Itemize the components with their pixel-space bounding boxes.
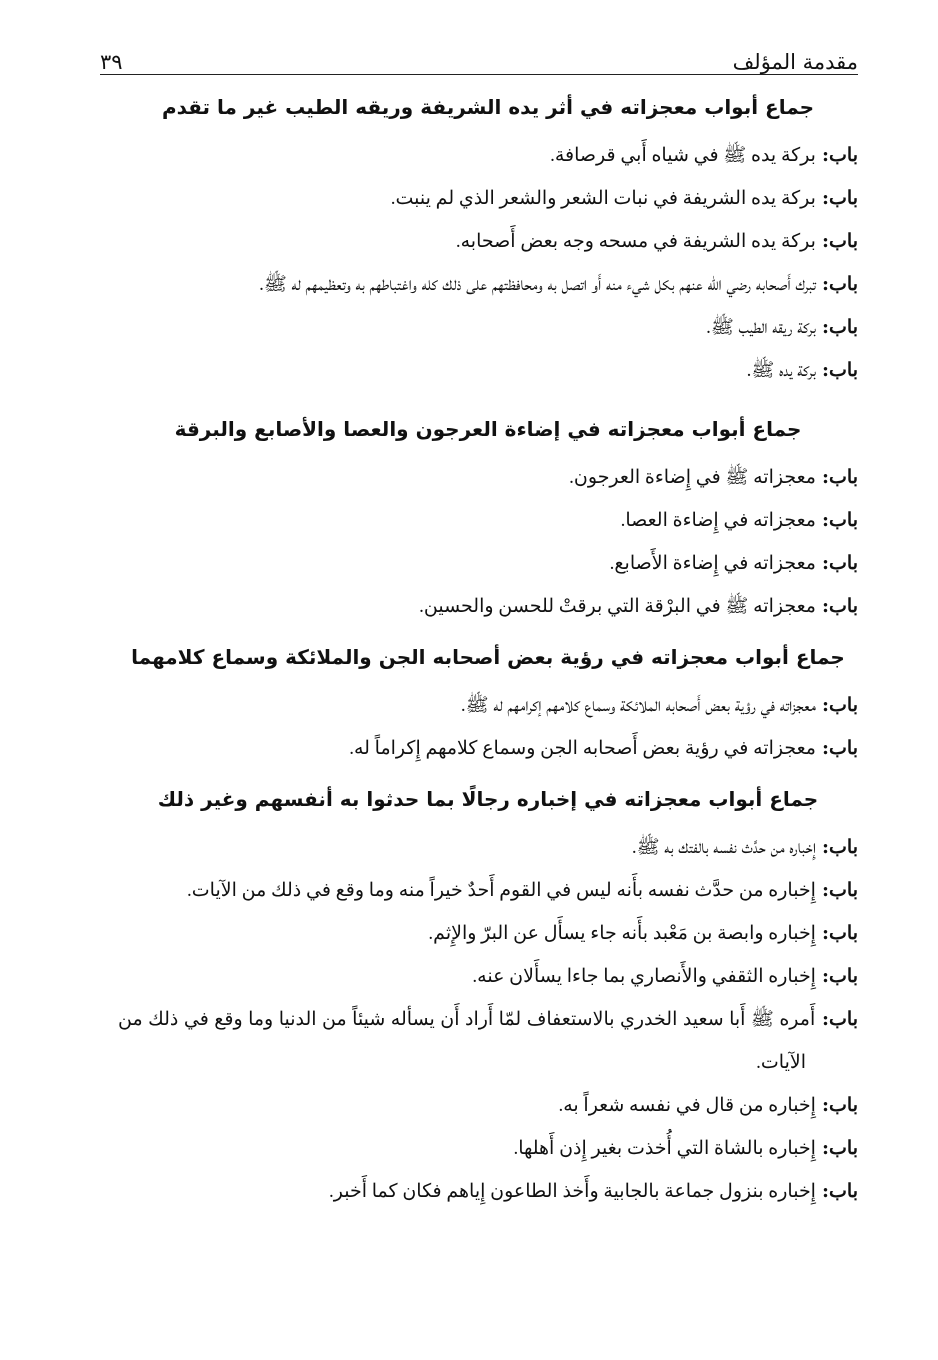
list-item	[118, 499, 858, 542]
entry-label: باب:	[822, 965, 858, 987]
entry-text: بركة يده ﷺ.	[746, 360, 816, 381]
running-title: مقدمة المؤلف	[732, 50, 858, 74]
entry-text: معجزاته ﷺ في البرْقة التي برقتْ للحسن والحسين.	[419, 596, 816, 617]
entry-text: بركة يده الشريفة في نبات الشعر والشعر الذي لم ينبت.	[390, 188, 816, 209]
entry-label: باب:	[822, 187, 858, 209]
entry-text: معجزاته في إِضاءة العصا.	[620, 510, 816, 531]
entry-label: باب:	[822, 879, 858, 901]
entry-label: باب:	[822, 359, 858, 381]
list-item	[118, 306, 858, 349]
entry-label: باب:	[822, 737, 858, 759]
entry-text: بركة ريقه الطيب ﷺ.	[706, 317, 816, 338]
running-header	[100, 38, 858, 74]
entry-text: معجزاته في رؤية بعض أَصحابه الملائكة وسماع كلامهم إكرامهم له ﷺ.	[460, 695, 816, 716]
page-body	[118, 82, 858, 1213]
entry-text: بركة يده ﷺ في شياه أَبي قرصافة.	[550, 145, 816, 166]
entry-text: أَمره ﷺ أَبا سعيد الخدري بالاستعفاف لمّا أَراد أَن يسأله شيئاً من الدنيا وما وقع في ذلك من الآيات.	[118, 1009, 816, 1073]
page-number: ٣٩	[100, 50, 123, 74]
entry-text: بركة يده الشريفة في مسحه وجه بعض أَصحابه.	[455, 231, 816, 252]
entry-label: باب:	[822, 1094, 858, 1116]
entry-label: باب:	[822, 1180, 858, 1202]
header-rule	[100, 74, 858, 75]
entry-label: باب:	[822, 144, 858, 166]
entry-text: تبرك أَصحابه رضي الله عنهم بكل شيء منه أَو اتصل به ومحافظتهم على ذلك كله واغتباطهم به وتعظيمهم له ﷺ.	[259, 274, 816, 295]
entry-text: إِخباره من حدَّث نفسه بأَنه ليس في القوم أَحدٌ خيراً منه وما وقع في ذلك من الآيات.	[187, 880, 816, 901]
entry-label: باب:	[822, 1137, 858, 1159]
list-item	[118, 684, 858, 727]
list-item	[118, 955, 858, 998]
entry-label: باب:	[822, 230, 858, 252]
entry-text: معجزاته في إِضاءة الأَصابع.	[609, 553, 816, 574]
list-item	[118, 998, 858, 1084]
entry-text: معجزاته في رؤية بعض أَصحابه الجن وسماع كلامهم إِكراماً له.	[349, 738, 816, 759]
entry-text: إِخباره بالشاة التي أُخذت بغير إِذن أَهلها.	[513, 1138, 816, 1159]
entry-text: إِخباره من قال في نفسه شعراً به.	[558, 1095, 816, 1116]
list-item	[118, 826, 858, 869]
entry-label: باب:	[822, 836, 858, 858]
list-item	[118, 585, 858, 628]
list-item	[118, 912, 858, 955]
list-item	[118, 220, 858, 263]
list-item	[118, 177, 858, 220]
list-item	[118, 134, 858, 177]
entry-text: إِخباره من حدَّث نفسه بالفتك به ﷺ.	[631, 837, 816, 858]
list-item	[118, 263, 858, 306]
entry-label: باب:	[822, 922, 858, 944]
section-title: جماع أبواب معجزاته في رؤية بعض أصحابه الجن والملائكة وسماع كلامهما	[131, 645, 845, 669]
entry-text: إِخباره بنزول جماعة بالجابية وأَخذ الطاعون إِياهم فكان كما أَخبر.	[329, 1181, 816, 1202]
list-item	[118, 456, 858, 499]
list-item	[118, 1170, 858, 1213]
section-title: جماع أبواب معجزاته في إضاءة العرجون والعصا والأصابع والبرقة	[174, 417, 802, 441]
section-title: جماع أبواب معجزاته في أثر يده الشريفة وريقه الطيب غير ما تقدم	[161, 95, 815, 119]
entry-text: معجزاته ﷺ في إِضاءة العرجون.	[569, 467, 816, 488]
entry-label: باب:	[822, 316, 858, 338]
list-item	[118, 349, 858, 392]
entry-label: باب:	[822, 273, 858, 295]
list-item	[118, 727, 858, 770]
list-item	[118, 542, 858, 585]
entry-label: باب:	[822, 509, 858, 531]
list-item	[118, 869, 858, 912]
list-item	[118, 1084, 858, 1127]
entry-text: إِخباره الثقفي والأَنصاري بما جاءا يسأَلان عنه.	[472, 966, 816, 987]
list-item	[118, 1127, 858, 1170]
entry-label: باب:	[822, 552, 858, 574]
entry-label: باب:	[822, 595, 858, 617]
section-title: جماع أبواب معجزاته في إخباره رجالًا بما حدثوا به أنفسهم وغير ذلك	[157, 787, 819, 811]
entry-label: باب:	[822, 466, 858, 488]
entry-label: باب:	[822, 1008, 858, 1030]
entry-label: باب:	[822, 694, 858, 716]
entry-text: إِخباره وابصة بن مَعْبد بأَنه جاء يسأَل عن البرّ والإِثم.	[428, 923, 816, 944]
